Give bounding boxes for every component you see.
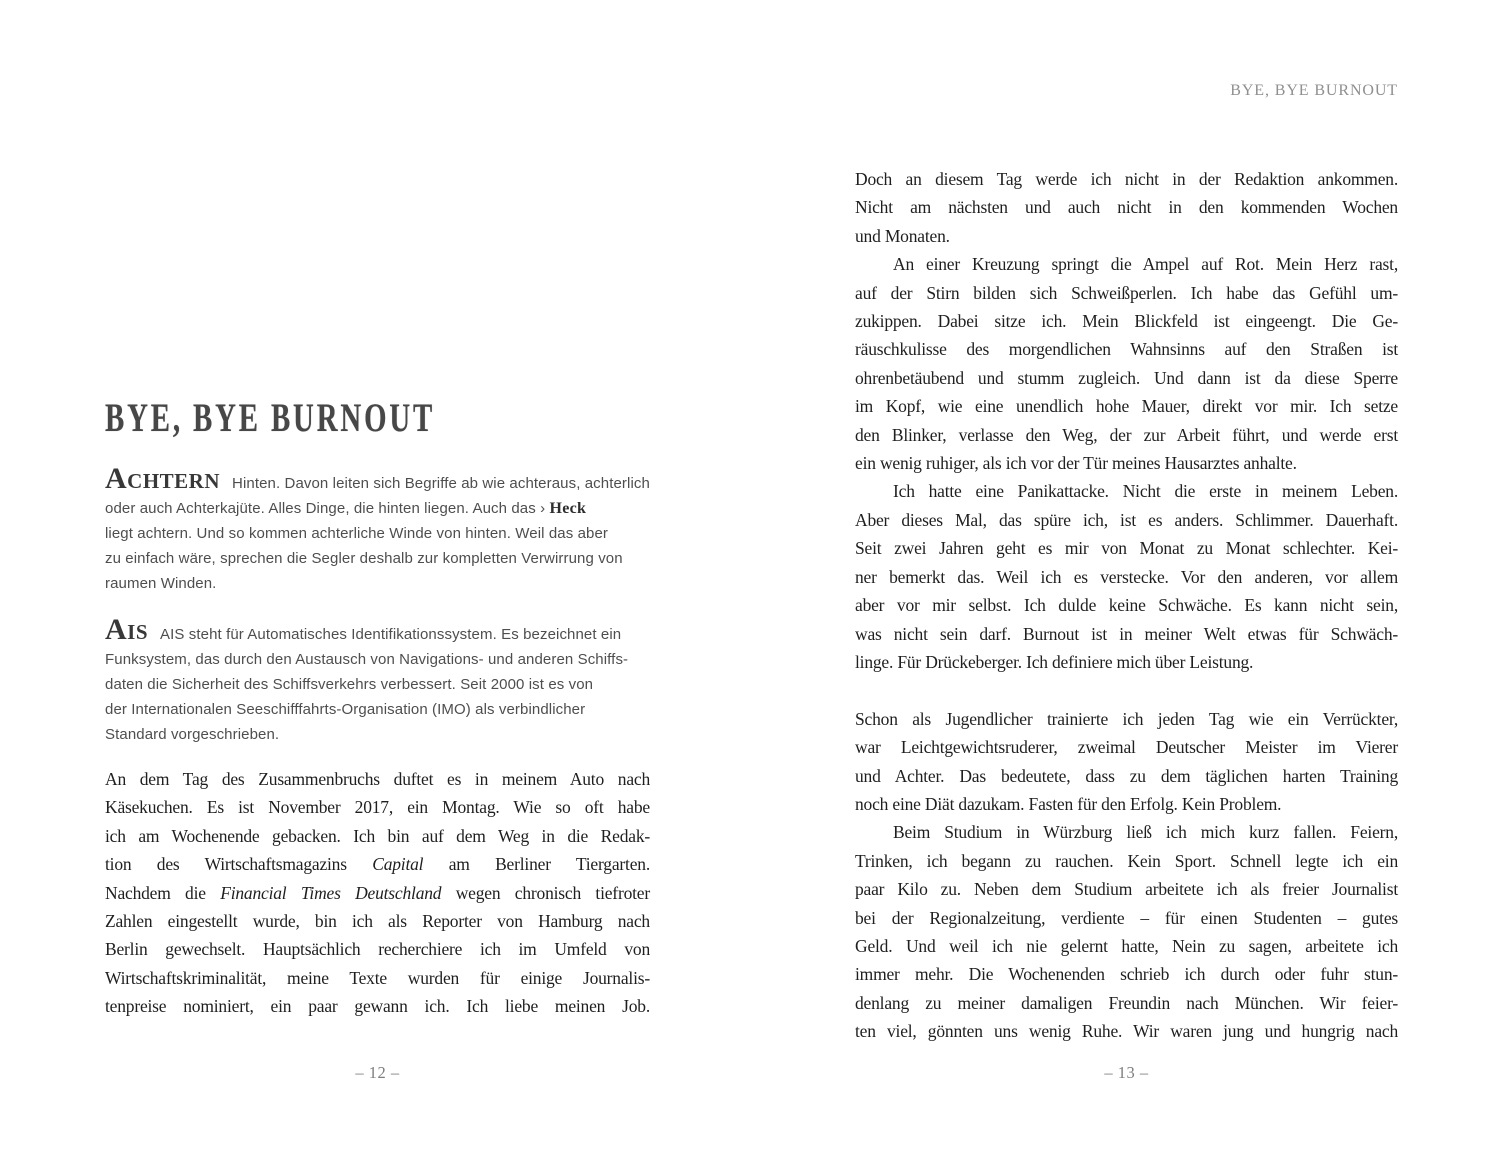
text-line: war Leichtgewichtsruderer, zweimal Deutscher Meister im Vierer [855,737,1398,758]
text-line: linge. Für Drückeberger. Ich definiere mich über Leistung. [855,651,1254,672]
text-line: Käsekuchen. Es ist November 2017, ein Montag. Wie so oft habe [105,797,650,818]
running-head: BYE, BYE BURNOUT [1230,82,1398,99]
text-line: ein wenig ruhiger, als ich vor der Tür meines Hausarztes anhalte. [855,453,1297,474]
text-line: noch eine Diät dazukam. Fasten für den Erfolg. Kein Problem. [855,793,1282,814]
chapter-title: BYE, BYE BURNOUT [105,395,436,440]
paragraph [855,250,1398,477]
italic-text: Capital [372,854,424,875]
text-line: Geld. Und weil ich nie gelernt hatte, Nein zu sagen, arbeitete ich [855,935,1398,956]
text-line: Funksystem, das durch den Austausch von Navigations- und anderen Schiffs- [105,651,629,668]
text-line: Berlin gewechselt. Hauptsächlich recherchiere ich im Umfeld von [105,939,650,960]
text-line: auf der Stirn bilden sich Schweißperlen. Ich habe das Gefühl um- [855,282,1398,303]
text-line: oder auch Achterkajüte. Alles Dinge, die hinten liegen. Auch das › Heck [105,500,587,517]
text-line: Trinken, ich begann zu rauchen. Kein Sport. Schnell legte ich ein [855,850,1398,871]
glossary-term: Ais [105,613,149,646]
text-line: Achtern Hinten. Davon leiten sich Begriffe ab wie achteraus, achterlich [105,462,650,495]
text-line: Wirtschaftskriminalität, meine Texte wurden für einige Journalis- [105,967,650,988]
paragraph [855,477,1398,676]
text-line: Doch an diesem Tag werde ich nicht in der Redaktion ankommen. [855,169,1398,189]
text-line: Standard vorgeschrieben. [105,726,280,743]
text-line: Seit zwei Jahren geht es mir von Monat zu Monat schlechter. Kei- [855,538,1398,559]
text-line: ten viel, gönnten uns wenig Ruhe. Wir waren jung und hungrig nach [855,1021,1398,1042]
glossary-term: Achtern [105,462,221,495]
paragraph [855,165,1398,250]
page-number-left: – 12 – [355,1063,400,1082]
text-line: Zahlen eingestellt wurde, bin ich als Reporter von Hamburg nach [105,911,650,932]
text-line: ohrenbetäubend und stumm zugleich. Und dann ist da diese Sperre [855,367,1398,388]
text-line: Nicht am nächsten und auch nicht in den kommenden Wochen [855,197,1398,218]
paragraph [855,818,1398,1045]
text-line: räuschkulisse des morgendlichen Wahnsinns auf den Straßen ist [855,339,1398,360]
text-line: zu einfach wäre, sprechen die Segler deshalb zur kompletten Verwirrung von [105,550,623,567]
text-line: immer mehr. Die Wochenenden schrieb ich durch oder fuhr stun- [855,964,1398,985]
right-page-body [855,165,1398,1046]
text-line: den Blinker, verlasse den Weg, der zur Arbeit führt, und werde erst [855,424,1398,445]
text-line: Nachdem die Financial Times Deutschland wegen chronisch tiefroter [105,882,650,903]
text-line: denlang zu meiner damaligen Freundin nach München. Wir feier- [855,992,1398,1013]
text-line: An einer Kreuzung springt die Ampel auf Rot. Mein Herz rast, [893,254,1398,275]
paragraph [105,765,650,1021]
text-line: im Kopf, wie eine unendlich hohe Mauer, direkt vor mir. Ich setze [855,396,1398,417]
text-line: Aber dieses Mal, das spüre ich, ist es anders. Schlimmer. Dauerhaft. [855,509,1398,530]
glossary [105,462,650,768]
text-line: ner bemerkt das. Weil ich es verstecke. Vor den anderen, vor allem [855,566,1398,587]
text-line: paar Kilo zu. Neben dem Studium arbeitete ich als freier Journalist [855,879,1398,900]
text-line: tion des Wirtschaftsmagazins Capital am Berliner Tiergarten. [105,854,650,875]
text-line: und Achter. Das bedeutete, dass zu dem täglichen harten Training [855,765,1398,786]
text-line: tenpreise nominiert, ein paar gewann ich. Ich liebe meinen Job. [105,996,650,1017]
text-line: ich am Wochenende gebacken. Ich bin auf dem Weg in die Redak- [105,825,650,846]
text-line: was nicht sein darf. Burnout ist in meiner Welt etwas für Schwäch- [855,623,1398,644]
text-line: aber vor mir selbst. Ich dulde keine Schwäche. Es kann nicht sein, [855,595,1398,616]
text-line: raumen Winden. [105,575,217,592]
text-line: daten die Sicherheit des Schiffsverkehrs verbessert. Seit 2000 ist es von [105,676,594,693]
italic-text: Financial Times Deutschland [220,882,442,903]
text-line: liegt achtern. Und so kommen achterliche Winde von hinten. Weil das aber [105,525,609,542]
page-number-right: – 13 – [1104,1063,1149,1082]
text-line: Ich hatte eine Panikattacke. Nicht die erste in meinem Leben. [893,481,1398,502]
text-line: Ais AIS steht für Automatisches Identifikationssystem. Es bezeichnet ein [105,613,622,646]
glossary-entry [105,613,650,747]
paragraph [855,705,1398,819]
text-line: zukippen. Dabei sitze ich. Mein Blickfeld ist eingeengt. Die Ge- [855,311,1398,332]
text-line: der Internationalen Seeschifffahrts-Organisation (IMO) als verbindlicher [105,701,586,718]
text-line: An dem Tag des Zusammenbruchs duftet es in meinem Auto nach [105,769,650,789]
text-line: Schon als Jugendlicher trainierte ich jeden Tag wie ein Verrückter, [855,708,1398,729]
glossary-entry [105,462,650,596]
left-page-body [105,765,650,1021]
text-line: bei der Regionalzeitung, verdiente – für einen Studenten – gutes [855,907,1398,928]
text-line: und Monaten. [855,225,950,246]
glossary-crossref: Heck [549,500,587,517]
text-line: Beim Studium in Würzburg ließ ich mich kurz fallen. Feiern, [893,822,1398,843]
